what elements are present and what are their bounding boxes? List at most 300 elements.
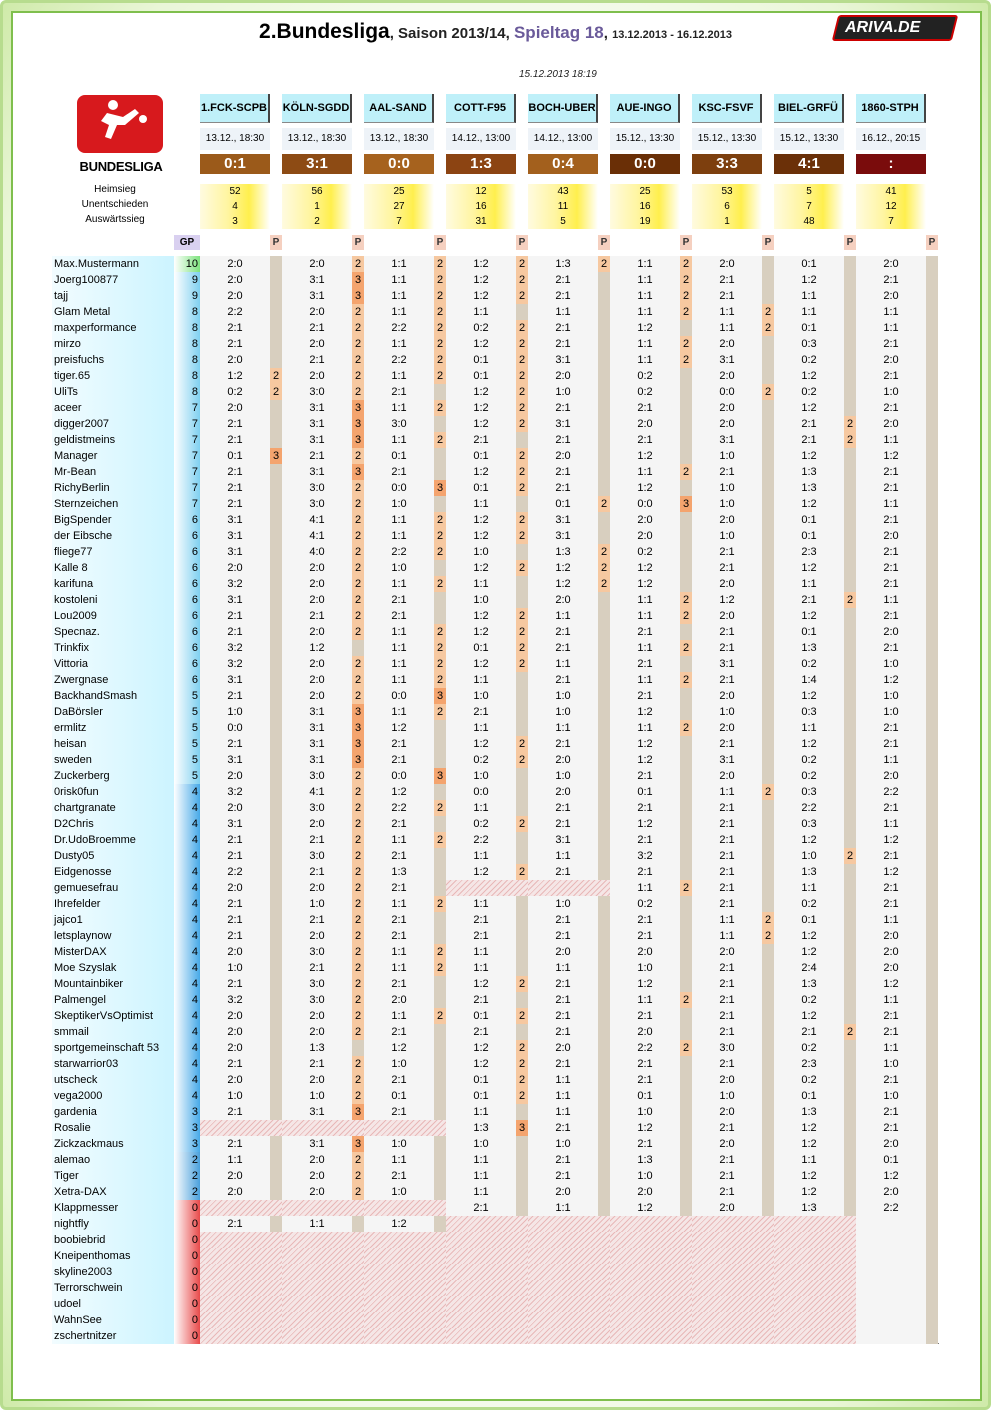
tip-points: 2 [516, 528, 528, 544]
player-name[interactable]: alemao [52, 1152, 174, 1168]
tip-value: 1:1 [473, 962, 489, 974]
player-name[interactable]: Klappmesser [52, 1200, 174, 1216]
tip-cell [446, 736, 528, 752]
tip-points [926, 304, 938, 320]
tip-value: 2:1 [719, 1122, 735, 1134]
tip-points [762, 336, 774, 352]
tip-points: 2 [352, 912, 364, 928]
player-name[interactable]: tiger.65 [52, 368, 174, 384]
tip-points [926, 1248, 938, 1264]
gp-column-header[interactable]: GP [174, 235, 200, 250]
tip-cell [200, 1264, 282, 1280]
player-name[interactable]: Lou2009 [52, 608, 174, 624]
tip-value: 1:1 [391, 402, 407, 414]
points-column-header[interactable]: P [434, 235, 446, 250]
player-name[interactable]: D2Chris [52, 816, 174, 832]
points-column-header[interactable]: P [352, 235, 364, 250]
player-name[interactable]: preisfuchs [52, 352, 174, 368]
tip-points [680, 960, 692, 976]
tip-points [680, 736, 692, 752]
tip-points [270, 336, 282, 352]
tip-value: 2:1 [637, 1074, 653, 1086]
tip-points [270, 656, 282, 672]
tip-points: 2 [352, 1008, 364, 1024]
tip-value: 2:1 [391, 1106, 407, 1118]
points-column-header[interactable]: P [762, 235, 774, 250]
tip-cell [528, 544, 610, 560]
player-name[interactable]: vega2000 [52, 1088, 174, 1104]
home-win-count: 56 [282, 184, 352, 199]
tip-value: 3:1 [227, 674, 243, 686]
match-tab[interactable]: KSC-FSVF [692, 94, 762, 123]
tip-cell [200, 1088, 282, 1104]
tip-value: 1:3 [555, 258, 571, 270]
player-name[interactable]: chartgranate [52, 800, 174, 816]
tip-value: 2:0 [555, 370, 571, 382]
tip-points [762, 1184, 774, 1200]
player-name[interactable]: skyline2003 [52, 1264, 174, 1280]
tip-value: 2:1 [473, 1202, 489, 1214]
tip-cell [446, 992, 528, 1008]
tip-value: 2:1 [227, 466, 243, 478]
tip-cell [528, 816, 610, 832]
player-name[interactable]: kostoleni [52, 592, 174, 608]
tip-cell [446, 544, 528, 560]
stat-label-away: Auswärtssieg [85, 214, 145, 225]
tip-points [926, 560, 938, 576]
tip-points: 2 [434, 352, 446, 368]
tip-points: 2 [352, 960, 364, 976]
player-name[interactable]: digger2007 [52, 416, 174, 432]
tip-cell [446, 448, 528, 464]
tip-value: 2:2 [883, 1202, 899, 1214]
player-name[interactable]: tajj [52, 288, 174, 304]
player-name[interactable]: Kneipenthomas [52, 1248, 174, 1264]
points-column-header[interactable]: P [598, 235, 610, 250]
player-name[interactable]: geldistmeins [52, 432, 174, 448]
player-name[interactable]: Moe Szyslak [52, 960, 174, 976]
tip-value: 2:1 [719, 978, 735, 990]
tip-cell [282, 1056, 364, 1072]
tip-value: 2:1 [719, 850, 735, 862]
tip-value: 1:1 [883, 994, 899, 1006]
tip-value: 2:1 [473, 914, 489, 926]
tip-cell [774, 400, 856, 416]
tip-points: 2 [844, 848, 856, 864]
player-name[interactable]: Mr-Bean [52, 464, 174, 480]
draw-count: 27 [364, 199, 434, 214]
player-name[interactable]: aceer [52, 400, 174, 416]
tip-points [434, 976, 446, 992]
tip-cell [528, 640, 610, 656]
player-name[interactable]: BackhandSmash [52, 688, 174, 704]
tip-points [844, 1200, 856, 1216]
player-name[interactable]: heisan [52, 736, 174, 752]
player-name[interactable]: Ihrefelder [52, 896, 174, 912]
tip-points: 2 [598, 256, 610, 272]
tip-cell [692, 1280, 774, 1296]
player-name[interactable]: Glam Metal [52, 304, 174, 320]
player-name[interactable]: SkeptikerVsOptimist [52, 1008, 174, 1024]
table-row [52, 1248, 939, 1264]
table-row [52, 1088, 939, 1104]
tip-points [926, 592, 938, 608]
tip-value: 0:0 [719, 386, 735, 398]
player-name[interactable]: Zickzackmaus [52, 1136, 174, 1152]
player-points: 4 [174, 944, 200, 960]
tip-cell [774, 752, 856, 768]
tip-value: 2:0 [883, 930, 899, 942]
player-points: 4 [174, 1088, 200, 1104]
tip-value: 0:1 [801, 322, 817, 334]
tip-value: 2:2 [801, 802, 817, 814]
player-name[interactable]: Vittoria [52, 656, 174, 672]
tip-value: 1:1 [555, 962, 571, 974]
tip-points [762, 1168, 774, 1184]
tip-cell [200, 1120, 282, 1136]
tip-value: 2:1 [883, 722, 899, 734]
tip-cell [446, 368, 528, 384]
tip-value: 2:0 [309, 1186, 325, 1198]
tip-cell [364, 464, 446, 480]
tip-points [844, 784, 856, 800]
tip-value: 2:1 [637, 1010, 653, 1022]
tip-points [844, 672, 856, 688]
match-tab[interactable]: 1860-STPH [856, 94, 926, 123]
tip-value: 2:1 [719, 1026, 735, 1038]
tip-points: 2 [680, 256, 692, 272]
ariva-logo[interactable] [832, 15, 958, 41]
player-points: 2 [174, 1152, 200, 1168]
tip-points [844, 448, 856, 464]
player-name[interactable]: RichyBerlin [52, 480, 174, 496]
tip-points: 2 [434, 272, 446, 288]
tip-points [680, 816, 692, 832]
table-row [52, 256, 939, 272]
table-row [52, 816, 939, 832]
tip-cell [610, 752, 692, 768]
tip-points: 2 [516, 624, 528, 640]
tip-points: 3 [352, 400, 364, 416]
tip-cell [528, 1328, 610, 1344]
player-name[interactable]: Joerg100877 [52, 272, 174, 288]
player-name[interactable]: DaBörsler [52, 704, 174, 720]
tip-cell [446, 864, 528, 880]
tip-value: 1:1 [555, 1106, 571, 1118]
tip-points [926, 1088, 938, 1104]
tip-points: 2 [352, 848, 364, 864]
tip-cell [282, 1168, 364, 1184]
tip-cell [856, 1184, 938, 1200]
tip-value: 2:0 [555, 450, 571, 462]
tip-cell [610, 496, 692, 512]
tip-value: 1:1 [391, 706, 407, 718]
match-tab[interactable]: AUE-INGO [610, 94, 680, 123]
tip-value: 2:1 [555, 274, 571, 286]
tip-value: 1:1 [391, 674, 407, 686]
tip-cell [364, 560, 446, 576]
player-points: 0 [174, 1312, 200, 1328]
player-name[interactable]: utscheck [52, 1072, 174, 1088]
tip-points: 2 [352, 976, 364, 992]
player-name[interactable]: Zwergnase [52, 672, 174, 688]
player-name[interactable]: fliege77 [52, 544, 174, 560]
player-name[interactable]: zschertnitzer [52, 1328, 174, 1344]
tip-cell [528, 1024, 610, 1040]
tip-value: 1:1 [473, 850, 489, 862]
tip-value: 2:1 [637, 434, 653, 446]
match-tab[interactable]: 1.FCK-SCPB [200, 94, 270, 123]
player-name[interactable]: Palmengel [52, 992, 174, 1008]
tip-points [926, 832, 938, 848]
tip-value: 1:0 [883, 706, 899, 718]
tip-cell [528, 304, 610, 320]
player-name[interactable]: WahnSee [52, 1312, 174, 1328]
tip-points [434, 912, 446, 928]
player-points: 7 [174, 496, 200, 512]
player-name[interactable]: sportgemeinschaft 53 [52, 1040, 174, 1056]
points-column-header[interactable]: P [516, 235, 528, 250]
tip-cell [856, 976, 938, 992]
tip-cell [282, 1136, 364, 1152]
tip-value: 2:1 [391, 914, 407, 926]
tip-cell [528, 1232, 610, 1248]
player-name[interactable]: Tiger [52, 1168, 174, 1184]
tip-cell [200, 704, 282, 720]
tip-value: 2:1 [227, 738, 243, 750]
tip-cell [774, 1200, 856, 1216]
tip-cell [446, 256, 528, 272]
tip-cell [856, 512, 938, 528]
tip-value: 1:1 [473, 722, 489, 734]
tip-cell [610, 1088, 692, 1104]
tip-cell [774, 880, 856, 896]
tip-points [762, 400, 774, 416]
tip-cell [774, 1008, 856, 1024]
tip-value: 2:1 [227, 1138, 243, 1150]
player-points: 4 [174, 912, 200, 928]
tip-value: 1:0 [801, 850, 817, 862]
tip-value: 1:2 [473, 658, 489, 670]
tip-value: 2:2 [883, 786, 899, 798]
tip-points: 3 [352, 288, 364, 304]
tip-cell [528, 912, 610, 928]
tip-points [516, 1168, 528, 1184]
player-name[interactable]: udoel [52, 1296, 174, 1312]
player-name[interactable]: gardenia [52, 1104, 174, 1120]
tip-value: 3:1 [719, 658, 735, 670]
player-points: 6 [174, 672, 200, 688]
tip-value: 2:0 [309, 674, 325, 686]
tip-value: 4:1 [309, 514, 325, 526]
tip-cell [446, 1168, 528, 1184]
player-name[interactable]: maxperformance [52, 320, 174, 336]
match-tab[interactable]: BOCH-UBER [528, 94, 598, 123]
tip-cell [774, 480, 856, 496]
player-name[interactable]: Manager [52, 448, 174, 464]
tip-value: 2:0 [719, 946, 735, 958]
tip-cell [528, 1312, 610, 1328]
tip-value: 1:1 [637, 290, 653, 302]
tip-cell [282, 768, 364, 784]
player-name[interactable]: jajco1 [52, 912, 174, 928]
player-name[interactable]: BigSpender [52, 512, 174, 528]
tip-points [926, 1120, 938, 1136]
player-name[interactable]: Zuckerberg [52, 768, 174, 784]
points-column-header[interactable]: P [926, 235, 938, 250]
tip-cell [692, 304, 774, 320]
player-name[interactable]: Sternzeichen [52, 496, 174, 512]
tip-cell [774, 544, 856, 560]
tip-value: 2:1 [883, 546, 899, 558]
points-column-header[interactable]: P [270, 235, 282, 250]
tip-points [598, 320, 610, 336]
tip-cell [774, 416, 856, 432]
tip-value: 2:1 [473, 930, 489, 942]
tip-cell [610, 384, 692, 400]
tip-value: 2:0 [227, 770, 243, 782]
player-name[interactable]: 0risk0fun [52, 784, 174, 800]
tip-value: 0:2 [637, 546, 653, 558]
tip-value: 0:2 [473, 322, 489, 334]
tip-points: 2 [680, 352, 692, 368]
tip-cell [200, 336, 282, 352]
tip-points [926, 480, 938, 496]
table-row [52, 352, 939, 368]
tip-points [434, 1104, 446, 1120]
tip-cell [364, 320, 446, 336]
player-name[interactable]: UliTs [52, 384, 174, 400]
player-name[interactable]: Kalle 8 [52, 560, 174, 576]
tip-points [926, 912, 938, 928]
player-name[interactable]: Dr.UdoBroemme [52, 832, 174, 848]
player-name[interactable]: starwarrior03 [52, 1056, 174, 1072]
tip-cell [364, 896, 446, 912]
player-name[interactable]: MisterDAX [52, 944, 174, 960]
player-name[interactable]: der Eibsche [52, 528, 174, 544]
tip-cell [610, 1024, 692, 1040]
tip-cell [856, 576, 938, 592]
tip-value: 1:2 [801, 450, 817, 462]
tip-points [680, 912, 692, 928]
player-points: 4 [174, 1040, 200, 1056]
tip-value: 0:1 [637, 1090, 653, 1102]
player-name[interactable]: Mountainbiker [52, 976, 174, 992]
player-name[interactable]: nightfly [52, 1216, 174, 1232]
player-name[interactable]: mirzo [52, 336, 174, 352]
player-name[interactable]: gemuesefrau [52, 880, 174, 896]
tip-points [598, 976, 610, 992]
tip-cell [282, 480, 364, 496]
player-name[interactable]: smmail [52, 1024, 174, 1040]
tip-points: 2 [680, 336, 692, 352]
table-row [52, 1152, 939, 1168]
tip-value: 1:2 [883, 978, 899, 990]
tip-value: 1:2 [473, 386, 489, 398]
tip-points [598, 480, 610, 496]
player-name[interactable]: ermlitz [52, 720, 174, 736]
table-row [52, 928, 939, 944]
tip-cell [774, 1168, 856, 1184]
points-column-header[interactable]: P [680, 235, 692, 250]
tip-points [762, 880, 774, 896]
tip-cell [446, 384, 528, 400]
tip-cell [692, 1056, 774, 1072]
player-name[interactable]: Rosalie [52, 1120, 174, 1136]
player-name[interactable]: boobiebrid [52, 1232, 174, 1248]
match-tab[interactable]: KÖLN-SGDD [282, 94, 352, 123]
tip-value: 1:1 [473, 1186, 489, 1198]
tip-cell [446, 944, 528, 960]
player-name[interactable]: Trinkfix [52, 640, 174, 656]
tip-value: 1:3 [801, 978, 817, 990]
tip-value: 3:1 [309, 434, 325, 446]
tip-value: 3:0 [391, 418, 407, 430]
tip-cell [200, 672, 282, 688]
tip-points [844, 656, 856, 672]
tip-cell [856, 624, 938, 640]
player-name[interactable]: letsplaynow [52, 928, 174, 944]
tip-value: 1:2 [227, 370, 243, 382]
tip-cell [774, 288, 856, 304]
tip-value: 2:1 [391, 1170, 407, 1182]
player-name[interactable]: Dusty05 [52, 848, 174, 864]
tip-points [762, 672, 774, 688]
tip-cell [610, 976, 692, 992]
tip-cell [200, 784, 282, 800]
tip-cell [446, 880, 528, 896]
tip-value: 2:0 [719, 578, 735, 590]
tip-cell [610, 512, 692, 528]
tip-value: 2:1 [555, 1154, 571, 1166]
tip-value: 1:2 [473, 626, 489, 638]
tip-points [598, 368, 610, 384]
tip-points [844, 704, 856, 720]
player-name[interactable]: Terrorschwein [52, 1280, 174, 1296]
tip-points [270, 960, 282, 976]
tip-cell [692, 896, 774, 912]
tip-value: 0:0 [391, 482, 407, 494]
match-tab[interactable]: AAL-SAND [364, 94, 434, 123]
tip-cell [364, 528, 446, 544]
tip-value: 2:0 [227, 1026, 243, 1038]
player-name[interactable]: sweden [52, 752, 174, 768]
tip-value: 0:3 [801, 818, 817, 830]
tip-value: 2:1 [309, 962, 325, 974]
tip-cell [446, 1072, 528, 1088]
tip-points: 3 [270, 448, 282, 464]
match-tab[interactable]: COTT-F95 [446, 94, 516, 123]
tip-points [926, 672, 938, 688]
tip-points: 3 [434, 768, 446, 784]
tip-points [762, 512, 774, 528]
tip-cell [446, 496, 528, 512]
tip-cell [282, 256, 364, 272]
tip-cell [692, 576, 774, 592]
player-name[interactable]: Xetra-DAX [52, 1184, 174, 1200]
player-name[interactable]: karifuna [52, 576, 174, 592]
tip-value: 1:2 [473, 290, 489, 302]
player-name[interactable]: Max.Mustermann [52, 256, 174, 272]
tip-value: 2:1 [719, 994, 735, 1006]
away-win-count: 1 [692, 214, 762, 229]
match-tab[interactable]: BIEL-GRFÜ [774, 94, 844, 123]
tip-cell [528, 1184, 610, 1200]
points-column-header[interactable]: P [844, 235, 856, 250]
player-name[interactable]: Eidgenosse [52, 864, 174, 880]
tip-value: 2:1 [555, 1058, 571, 1070]
player-name[interactable]: Specnaz. [52, 624, 174, 640]
